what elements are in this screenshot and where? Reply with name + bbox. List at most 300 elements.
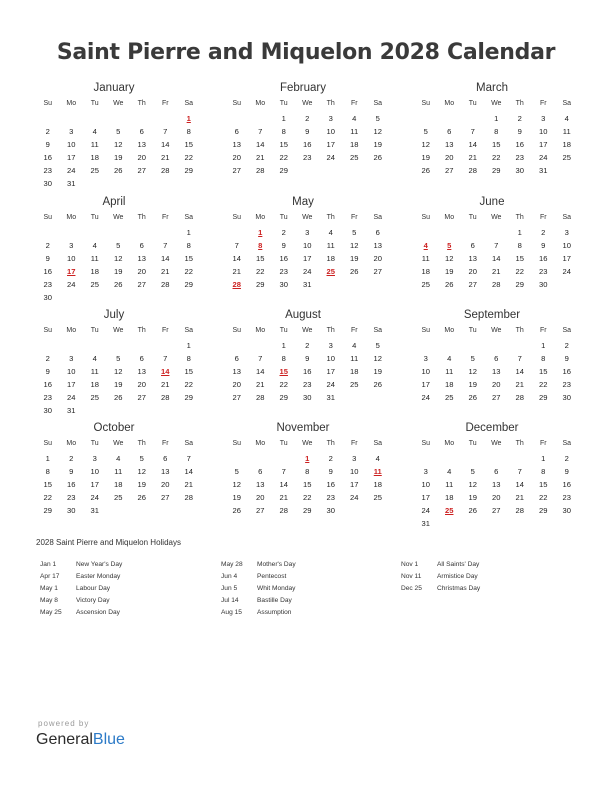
weekday-header: Fr	[350, 440, 358, 447]
day-cell: 16	[67, 480, 76, 489]
day-cell: 10	[562, 241, 571, 250]
empty-cell	[130, 339, 154, 352]
day-cell: 10	[67, 367, 76, 376]
day-cell: 22	[303, 493, 312, 502]
day-cell: 30	[43, 179, 52, 188]
day-cell: 27	[232, 166, 241, 175]
month-name: February	[279, 82, 327, 94]
day-cell: 15	[43, 480, 52, 489]
empty-cell	[461, 112, 485, 125]
day-cell: 6	[139, 354, 144, 363]
day-cell: 13	[161, 467, 170, 476]
empty-cell	[249, 452, 273, 465]
weekday-header: Fr	[161, 327, 169, 334]
day-cell: 19	[114, 267, 123, 276]
day-cell: 17	[67, 153, 76, 162]
empty-cell	[485, 339, 509, 352]
day-cell: 30	[67, 506, 76, 515]
day-cell: 1	[281, 341, 286, 350]
day-cell: 22	[492, 153, 501, 162]
day-cell: 7	[258, 127, 263, 136]
weekday-header: Fr	[539, 440, 547, 447]
day-cell: 12	[114, 367, 123, 376]
day-cell: 19	[373, 367, 382, 376]
day-cell: 29	[492, 166, 501, 175]
weekday-header: Th	[515, 214, 524, 221]
weekday-header: Sa	[184, 327, 194, 334]
day-cell: 1	[45, 454, 50, 463]
weekday-header: We	[302, 214, 313, 221]
day-cell: 26	[421, 166, 430, 175]
powered-by-label: powered by	[38, 719, 90, 728]
day-cell: 3	[92, 454, 97, 463]
holiday-date: Jan 1	[40, 561, 57, 568]
weekday-header: Su	[43, 327, 53, 334]
weekday-header: Sa	[373, 214, 383, 221]
day-cell: 7	[494, 241, 499, 250]
day-cell: 22	[184, 267, 193, 276]
empty-cell	[249, 112, 273, 125]
weekday-header: Th	[515, 440, 524, 447]
day-cell: 25	[421, 280, 430, 289]
day-cell: 5	[352, 228, 357, 237]
weekday-header: Fr	[539, 327, 547, 334]
holiday-row	[221, 583, 391, 595]
day-cell: 20	[232, 153, 241, 162]
day-cell: 29	[184, 280, 193, 289]
day-cell: 1	[281, 114, 286, 123]
empty-cell	[414, 112, 438, 125]
day-cell: 4	[352, 114, 357, 123]
day-cell: 15	[515, 254, 524, 263]
day-cell: 5	[375, 114, 380, 123]
day-cell: 23	[43, 166, 52, 175]
day-cell: 23	[43, 280, 52, 289]
day-cell: 21	[161, 380, 170, 389]
day-cell: 14	[256, 140, 265, 149]
day-cell: 9	[564, 354, 569, 363]
day-cell: 11	[421, 254, 430, 263]
day-cell: 22	[539, 493, 548, 502]
holiday-day-cell: 25	[445, 506, 454, 515]
day-cell: 8	[186, 354, 191, 363]
day-cell: 7	[234, 241, 239, 250]
day-cell: 8	[186, 241, 191, 250]
weekday-header: Fr	[161, 214, 169, 221]
day-cell: 30	[43, 293, 52, 302]
day-cell: 11	[350, 354, 359, 363]
day-cell: 20	[137, 153, 146, 162]
day-cell: 18	[350, 367, 359, 376]
day-cell: 6	[139, 241, 144, 250]
weekday-header: Mo	[255, 100, 266, 107]
month-grid	[225, 324, 383, 404]
day-cell: 20	[137, 267, 146, 276]
day-cell: 25	[445, 393, 454, 402]
weekday-header: Su	[421, 440, 431, 447]
day-cell: 26	[114, 393, 123, 402]
day-cell: 26	[373, 380, 382, 389]
month-january	[36, 80, 194, 190]
day-cell: 27	[492, 506, 501, 515]
day-cell: 17	[421, 493, 430, 502]
weekday-header: Sa	[373, 327, 383, 334]
day-cell: 21	[492, 267, 501, 276]
month-name: March	[476, 82, 508, 94]
empty-cell	[508, 452, 532, 465]
empty-cell	[438, 339, 462, 352]
holiday-day-cell: 1	[258, 228, 263, 237]
day-cell: 26	[114, 280, 123, 289]
day-cell: 13	[137, 254, 146, 263]
day-cell: 17	[67, 380, 76, 389]
day-cell: 31	[67, 179, 76, 188]
day-cell: 12	[445, 254, 454, 263]
holiday-name: Pentecost	[257, 573, 287, 580]
day-cell: 23	[326, 493, 335, 502]
month-grid	[36, 437, 194, 517]
weekday-header: Su	[232, 327, 242, 334]
day-cell: 9	[564, 467, 569, 476]
holiday-row	[401, 583, 571, 595]
month-name: April	[102, 196, 126, 208]
day-cell: 2	[45, 241, 50, 250]
day-cell: 7	[470, 127, 475, 136]
day-cell: 9	[69, 467, 74, 476]
weekday-header: Th	[515, 327, 524, 334]
month-grid	[414, 97, 572, 177]
day-cell: 6	[139, 127, 144, 136]
day-cell: 8	[281, 354, 286, 363]
day-cell: 20	[492, 380, 501, 389]
day-cell: 15	[184, 254, 193, 263]
day-cell: 24	[350, 493, 359, 502]
day-cell: 30	[515, 166, 524, 175]
month-october	[36, 420, 194, 517]
day-cell: 13	[492, 480, 501, 489]
day-cell: 2	[305, 341, 310, 350]
day-cell: 16	[515, 140, 524, 149]
day-cell: 29	[279, 393, 288, 402]
month-june	[414, 194, 572, 291]
empty-cell	[60, 339, 84, 352]
day-cell: 12	[137, 467, 146, 476]
day-cell: 22	[184, 380, 193, 389]
weekday-header: Sa	[562, 327, 572, 334]
day-cell: 31	[539, 166, 548, 175]
weekday-header: Sa	[562, 214, 572, 221]
day-cell: 6	[470, 241, 475, 250]
day-cell: 12	[114, 254, 123, 263]
weekday-header: Tu	[279, 327, 288, 334]
day-cell: 23	[562, 380, 571, 389]
weekday-header: Th	[326, 440, 335, 447]
day-cell: 7	[258, 354, 263, 363]
day-cell: 2	[564, 341, 569, 350]
weekday-header: Su	[43, 214, 53, 221]
brand-blue: Blue	[92, 731, 125, 748]
day-cell: 12	[373, 127, 382, 136]
day-cell: 10	[67, 254, 76, 263]
day-cell: 22	[43, 493, 52, 502]
day-cell: 10	[67, 140, 76, 149]
day-cell: 11	[562, 127, 571, 136]
day-cell: 27	[232, 393, 241, 402]
empty-cell	[414, 226, 438, 239]
day-cell: 7	[517, 467, 522, 476]
weekday-header: Tu	[279, 440, 288, 447]
day-cell: 25	[90, 393, 99, 402]
weekday-header: We	[113, 327, 124, 334]
day-cell: 16	[326, 480, 335, 489]
month-grid	[414, 324, 572, 404]
day-cell: 3	[423, 467, 428, 476]
day-cell: 17	[90, 480, 99, 489]
day-cell: 9	[305, 127, 310, 136]
month-name: September	[463, 309, 521, 321]
day-cell: 28	[515, 506, 524, 515]
day-cell: 21	[232, 267, 241, 276]
weekday-header: Sa	[562, 100, 572, 107]
day-cell: 25	[350, 153, 359, 162]
day-cell: 12	[114, 140, 123, 149]
weekday-header: Th	[137, 327, 146, 334]
day-cell: 21	[468, 153, 477, 162]
day-cell: 29	[515, 280, 524, 289]
weekday-header: Su	[43, 100, 53, 107]
empty-cell	[60, 226, 84, 239]
day-cell: 16	[303, 140, 312, 149]
holiday-name: Victory Day	[76, 597, 110, 604]
empty-cell	[414, 339, 438, 352]
day-cell: 1	[541, 454, 546, 463]
day-cell: 29	[303, 506, 312, 515]
day-cell: 26	[137, 493, 146, 502]
day-cell: 7	[163, 354, 168, 363]
day-cell: 9	[45, 367, 50, 376]
holiday-name: Mother's Day	[257, 561, 296, 568]
day-cell: 3	[69, 241, 74, 250]
empty-cell	[485, 226, 509, 239]
holiday-column	[221, 559, 391, 619]
holiday-day-cell: 1	[186, 114, 191, 123]
weekday-header: Mo	[255, 214, 266, 221]
day-cell: 6	[494, 467, 499, 476]
empty-cell	[154, 112, 178, 125]
day-cell: 19	[468, 380, 477, 389]
day-cell: 14	[232, 254, 241, 263]
day-cell: 23	[67, 493, 76, 502]
day-cell: 6	[258, 467, 263, 476]
day-cell: 3	[423, 354, 428, 363]
weekday-header: Th	[326, 100, 335, 107]
day-cell: 27	[445, 166, 454, 175]
weekday-header: Fr	[539, 100, 547, 107]
day-cell: 26	[468, 393, 477, 402]
weekday-header: Mo	[444, 440, 455, 447]
weekday-header: Sa	[184, 440, 194, 447]
day-cell: 21	[515, 380, 524, 389]
day-cell: 15	[539, 480, 548, 489]
month-name: July	[103, 309, 125, 321]
day-cell: 24	[562, 267, 571, 276]
weekday-header: Sa	[373, 440, 383, 447]
day-cell: 19	[468, 493, 477, 502]
day-cell: 5	[116, 354, 121, 363]
month-name: December	[465, 422, 519, 434]
day-cell: 11	[90, 140, 99, 149]
weekday-header: Mo	[66, 327, 77, 334]
weekday-header: We	[113, 214, 124, 221]
day-cell: 14	[279, 480, 288, 489]
day-cell: 16	[43, 153, 52, 162]
day-cell: 7	[281, 467, 286, 476]
weekday-header: Tu	[279, 214, 288, 221]
weekday-header: Tu	[468, 327, 477, 334]
day-cell: 24	[421, 506, 430, 515]
weekday-header: Tu	[468, 100, 477, 107]
month-september	[414, 307, 572, 404]
holiday-row	[221, 559, 391, 571]
holiday-date: Jun 5	[221, 585, 238, 592]
month-august	[225, 307, 383, 404]
weekday-header: We	[302, 327, 313, 334]
empty-cell	[438, 226, 462, 239]
weekday-header: Th	[137, 440, 146, 447]
weekday-header: Sa	[184, 214, 194, 221]
day-cell: 13	[492, 367, 501, 376]
day-cell: 26	[350, 267, 359, 276]
day-cell: 2	[281, 228, 286, 237]
day-cell: 24	[303, 267, 312, 276]
holiday-row	[221, 571, 391, 583]
day-cell: 22	[279, 153, 288, 162]
month-grid	[36, 97, 194, 190]
month-grid	[36, 324, 194, 417]
day-cell: 23	[303, 380, 312, 389]
day-cell: 1	[494, 114, 499, 123]
day-cell: 18	[326, 254, 335, 263]
day-cell: 12	[468, 367, 477, 376]
day-cell: 10	[326, 127, 335, 136]
day-cell: 3	[541, 114, 546, 123]
day-cell: 18	[90, 153, 99, 162]
day-cell: 21	[161, 153, 170, 162]
day-cell: 29	[256, 280, 265, 289]
day-cell: 18	[350, 140, 359, 149]
day-cell: 2	[69, 454, 74, 463]
day-cell: 29	[279, 166, 288, 175]
holiday-date: Apr 17	[40, 573, 60, 580]
day-cell: 20	[256, 493, 265, 502]
empty-cell	[485, 452, 509, 465]
day-cell: 21	[279, 493, 288, 502]
day-cell: 6	[447, 127, 452, 136]
holiday-name: Christmas Day	[437, 585, 481, 592]
empty-cell	[36, 112, 60, 125]
day-cell: 10	[421, 480, 430, 489]
weekday-header: Th	[137, 100, 146, 107]
day-cell: 25	[373, 493, 382, 502]
day-cell: 23	[279, 267, 288, 276]
holiday-date: May 25	[40, 609, 62, 616]
day-cell: 20	[161, 480, 170, 489]
day-cell: 26	[445, 280, 454, 289]
day-cell: 30	[43, 406, 52, 415]
day-cell: 5	[423, 127, 428, 136]
day-cell: 7	[163, 241, 168, 250]
day-cell: 19	[114, 380, 123, 389]
day-cell: 25	[562, 153, 571, 162]
day-cell: 26	[232, 506, 241, 515]
empty-cell	[130, 112, 154, 125]
day-cell: 30	[303, 393, 312, 402]
generalblue-logo[interactable]	[36, 731, 125, 749]
empty-cell	[107, 226, 131, 239]
day-cell: 31	[67, 406, 76, 415]
day-cell: 10	[539, 127, 548, 136]
weekday-header: Su	[421, 327, 431, 334]
day-cell: 17	[539, 140, 548, 149]
day-cell: 18	[445, 493, 454, 502]
empty-cell	[272, 452, 296, 465]
day-cell: 27	[161, 493, 170, 502]
holiday-row	[401, 571, 571, 583]
empty-cell	[36, 226, 60, 239]
day-cell: 7	[163, 127, 168, 136]
day-cell: 13	[232, 367, 241, 376]
day-cell: 31	[421, 519, 430, 528]
holiday-day-cell: 4	[423, 241, 428, 250]
day-cell: 8	[186, 127, 191, 136]
day-cell: 5	[375, 341, 380, 350]
day-cell: 28	[161, 166, 170, 175]
weekday-header: Tu	[90, 100, 99, 107]
day-cell: 21	[515, 493, 524, 502]
day-cell: 24	[539, 153, 548, 162]
day-cell: 6	[234, 127, 239, 136]
empty-cell	[438, 452, 462, 465]
day-cell: 4	[352, 341, 357, 350]
day-cell: 16	[279, 254, 288, 263]
empty-cell	[225, 339, 249, 352]
weekday-header: Tu	[90, 214, 99, 221]
day-cell: 6	[494, 354, 499, 363]
weekday-header: Su	[421, 100, 431, 107]
empty-cell	[107, 339, 131, 352]
holiday-date: Aug 15	[221, 609, 242, 616]
day-cell: 18	[421, 267, 430, 276]
weekday-header: Mo	[444, 327, 455, 334]
day-cell: 28	[492, 280, 501, 289]
day-cell: 17	[326, 367, 335, 376]
day-cell: 25	[350, 380, 359, 389]
empty-cell	[154, 226, 178, 239]
day-cell: 14	[468, 140, 477, 149]
day-cell: 9	[45, 140, 50, 149]
empty-cell	[461, 452, 485, 465]
day-cell: 19	[421, 153, 430, 162]
day-cell: 12	[350, 241, 359, 250]
day-cell: 12	[373, 354, 382, 363]
day-cell: 13	[445, 140, 454, 149]
month-name: August	[285, 309, 321, 321]
day-cell: 4	[375, 454, 380, 463]
day-cell: 27	[492, 393, 501, 402]
day-cell: 13	[232, 140, 241, 149]
day-cell: 28	[279, 506, 288, 515]
month-grid	[414, 437, 572, 530]
